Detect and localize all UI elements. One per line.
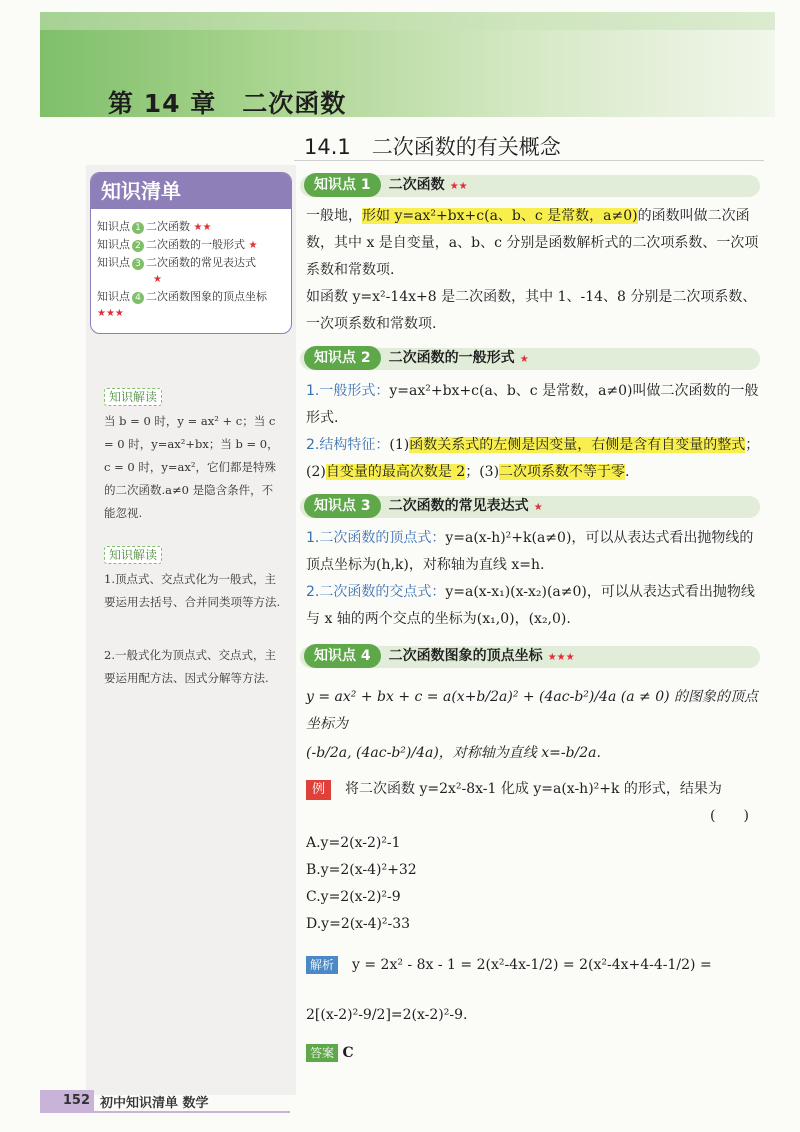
analysis-badge: 解析: [306, 956, 338, 974]
text: 将二次函数 y=2x²-8x-1 化成 y=a(x-h)²+k 的形式，结果为: [345, 781, 722, 797]
kp2-item-2: [306, 432, 766, 486]
highlight: 函数关系式的左侧是因变量，右侧是含有自变量的整式: [409, 437, 746, 453]
tip-label-text: 知识解读: [104, 546, 162, 564]
option-a: A.y=2(x-2)²-1: [306, 835, 401, 851]
text: 的函数叫做二次函数，其中 x 是自变量，a、b、c 分别是函数解析式的二次项系数、一次项系数和常数项.: [306, 208, 759, 278]
highlight-definition: 形如 y=ax²+bx+c(a、b、c 是常数，a≠0): [362, 208, 638, 224]
kp4-tag: 知识点 4: [304, 644, 381, 668]
vertex-coordinates: (-b/2a, (4ac-b²)/4a)，对称轴为直线 x=-b/2a.: [306, 745, 601, 761]
star-rating-icon: ★★★: [547, 652, 575, 663]
answer-badge: 答案: [306, 1044, 338, 1062]
tip-item-1: 1.顶点式、交点式化为一般式，主要运用去括号、合并同类项等方法.: [104, 572, 281, 609]
text: .: [625, 464, 630, 480]
star-rating-icon: ★★★: [97, 308, 124, 319]
kp4-title: 二次函数图象的顶点坐标: [388, 648, 543, 664]
toc-text: 二次函数的一般形式: [146, 238, 245, 251]
star-rating-icon: ★: [533, 502, 543, 513]
toc-item-2: [97, 237, 257, 254]
kp3-title: 二次函数的常见表达式: [388, 498, 529, 514]
star-rating-icon: ★: [153, 274, 162, 285]
label: 2.二次函数的交点式：: [306, 584, 446, 600]
toc-prefix: 知识点: [97, 290, 130, 303]
tip-label-text: 知识解读: [104, 388, 162, 406]
text: ；(2): [306, 437, 760, 480]
star-rating-icon: ★★: [193, 222, 212, 233]
kp3-tag: 知识点 3: [304, 494, 381, 518]
section-title: 14.1 二次函数的有关概念: [304, 135, 561, 159]
text: 一般地，: [306, 208, 362, 224]
kp3-heading: [304, 494, 543, 518]
text: y = 2x² - 8x - 1 = 2(x²-4x-1/2) = 2(x²-4x+4-4-1/2) =: [352, 957, 712, 973]
kp2-title: 二次函数的一般形式: [388, 350, 515, 366]
number-badge-icon: 2: [132, 240, 144, 252]
toc-item-4: [97, 289, 287, 322]
footer-rule: [40, 1111, 290, 1113]
kp1-title: 二次函数: [388, 177, 445, 193]
number-badge-icon: 1: [132, 222, 144, 234]
toc-item-1: [97, 219, 211, 236]
kp1-paragraph-2: 如函数 y=x²-14x+8 是二次函数，其中 1、-14、8 分别是二次项系数、一次项系数和常数项.: [306, 289, 757, 332]
kp2-item-1: [306, 378, 766, 432]
label: 1.一般形式：: [306, 383, 390, 399]
analysis-line-2: 2[(x-2)²-9/2]=2(x-2)²-9.: [306, 1007, 468, 1023]
highlight: 自变量的最高次数是 2: [325, 464, 466, 480]
chapter-title: 第 14 章 二次函数: [108, 89, 347, 118]
kp1-heading: [304, 173, 468, 197]
toc-item-3: [97, 255, 287, 288]
tip-label-2: [104, 544, 162, 563]
number-badge-icon: 4: [132, 292, 144, 304]
star-rating-icon: ★: [248, 240, 258, 251]
toc-prefix: 知识点: [97, 256, 130, 269]
kp2-tag: 知识点 2: [304, 346, 381, 370]
option-c: C.y=2(x-2)²-9: [306, 889, 401, 905]
number-badge-icon: 3: [132, 258, 144, 270]
option-d: D.y=2(x-4)²-33: [306, 916, 411, 932]
example-question: [306, 776, 766, 803]
toc-text: 二次函数的常见表达式: [146, 256, 256, 269]
label: 1.二次函数的顶点式：: [306, 530, 446, 546]
kp2-heading: [304, 346, 529, 370]
answer-line: [306, 1040, 766, 1067]
label: 2.结构特征：: [306, 437, 390, 453]
tip-label-1: [104, 386, 162, 405]
header-accent-strip: [40, 12, 775, 30]
highlight: 二次项系数不等于零: [499, 464, 626, 480]
knowledge-list-box: [90, 172, 292, 334]
kp1-paragraph-1: [306, 203, 766, 284]
kp3-item-2: [306, 579, 766, 633]
tip-text-1: 当 b = 0 时，y = ax² + c；当 c = 0 时，y=ax²+bx；当 b = 0，c = 0 时，y=ax²，它们都是特殊的二次函数.a≠0 是隐含条件，不能忽视.: [104, 414, 279, 520]
toc-prefix: 知识点: [97, 220, 130, 233]
kp3-item-1: [306, 525, 766, 579]
vertex-formula: y = ax² + bx + c = a(x+b/2a)² + (4ac-b²)/4a (a ≠ 0) 的图象的顶点坐标为: [306, 689, 759, 732]
section-divider: [294, 160, 764, 161]
book-title: 初中知识清单 数学: [100, 1096, 209, 1111]
text: ；(3): [465, 464, 500, 480]
option-b: B.y=2(x-4)²+32: [306, 862, 417, 878]
star-rating-icon: ★: [519, 354, 529, 365]
example-badge: 例: [306, 780, 331, 800]
toc-text: 二次函数图象的顶点坐标: [146, 290, 267, 303]
star-rating-icon: ★★: [449, 181, 468, 192]
toc-text: 二次函数: [146, 220, 190, 233]
knowledge-list-title: 知识清单: [91, 173, 291, 209]
page-number: 152: [40, 1090, 94, 1112]
kp4-heading: [304, 644, 575, 668]
kp1-tag: 知识点 1: [304, 173, 381, 197]
toc-prefix: 知识点: [97, 238, 130, 251]
text: (1): [389, 437, 410, 453]
tip-item-2: 2.一般式化为顶点式、交点式，主要运用配方法、因式分解等方法.: [104, 648, 276, 685]
text: y=ax²+bx+c(a、b、c 是常数，a≠0)叫做二次函数的一般形式.: [306, 383, 759, 426]
analysis-line-1: [306, 952, 766, 979]
text: y=a(x-x₁)(x-x₂)(a≠0)，可以从表达式看出抛物线与 x 轴的两个交点的坐标为(x₁,0)，(x₂,0).: [306, 584, 755, 627]
answer-bracket: ( ): [710, 808, 749, 824]
text: y=a(x-h)²+k(a≠0)，可以从表达式看出抛物线的顶点坐标为(h,k)，对称轴为直线 x=h.: [306, 530, 754, 573]
answer-value: C: [342, 1045, 354, 1061]
